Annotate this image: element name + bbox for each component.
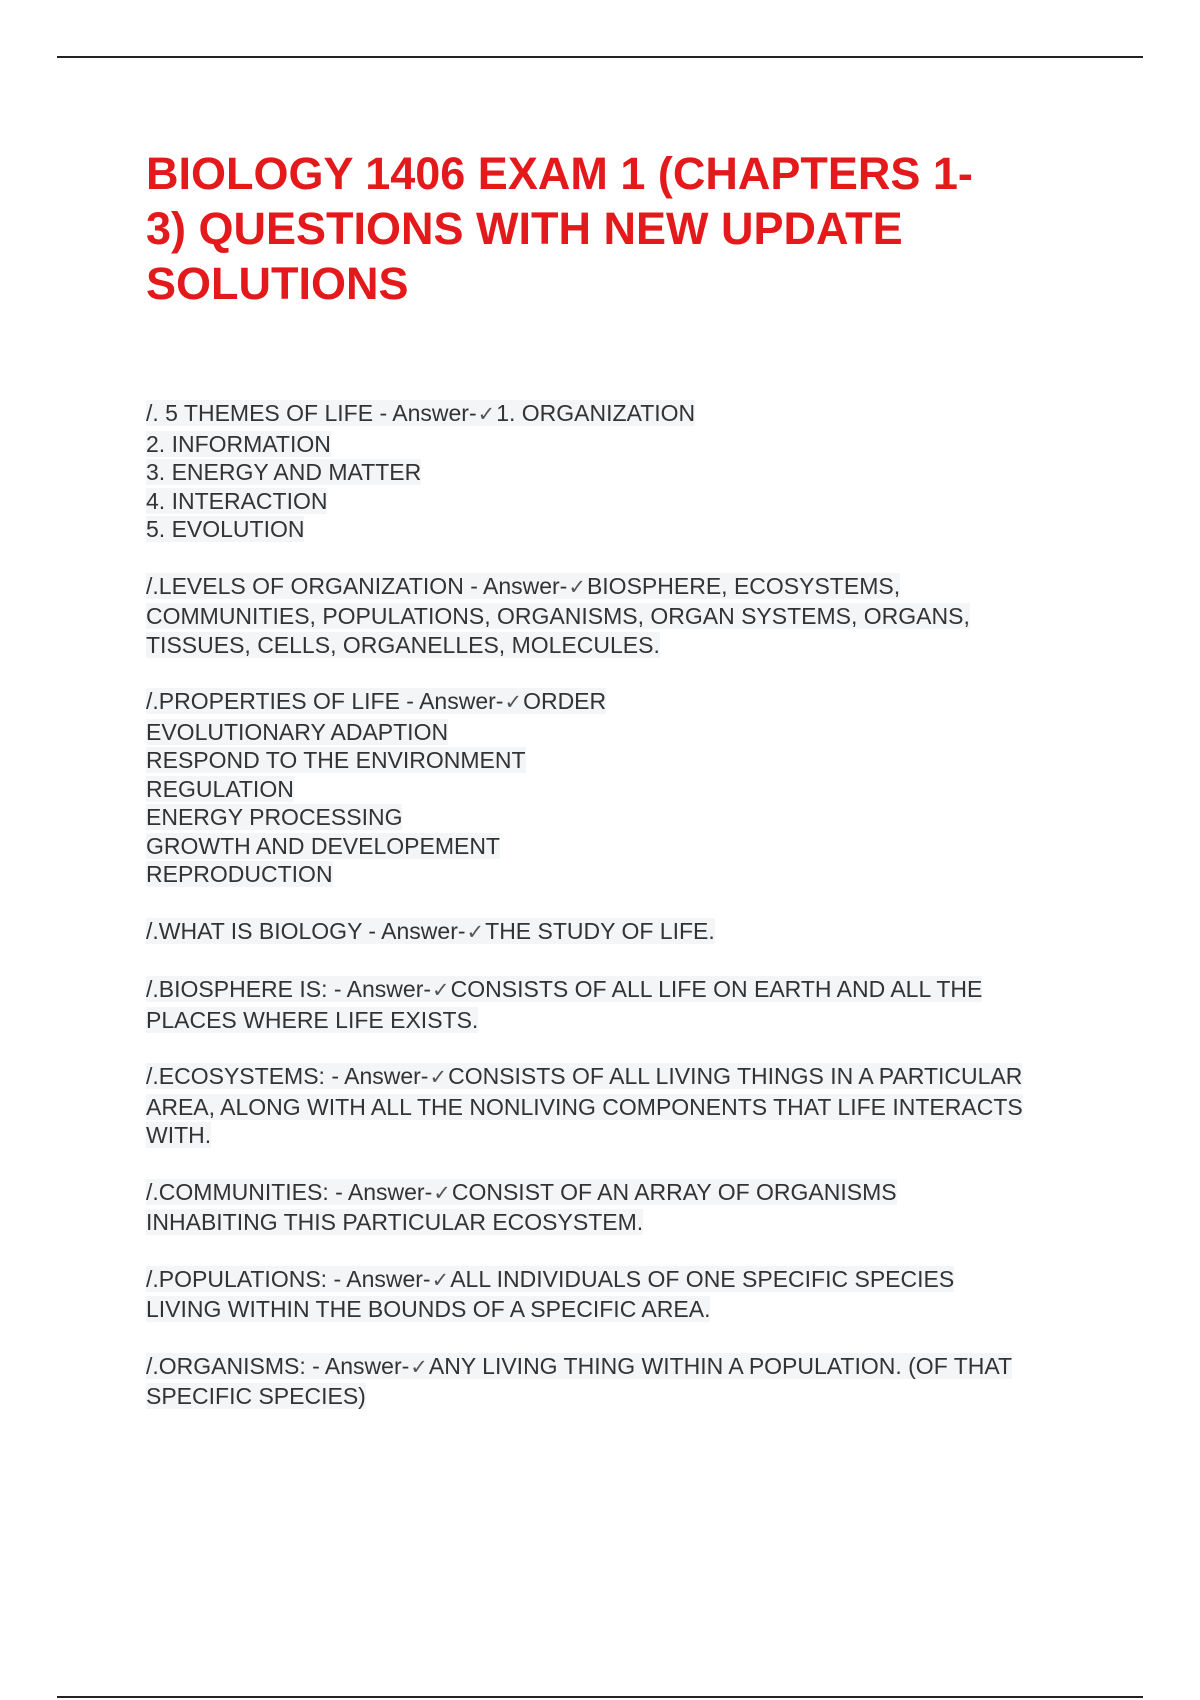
qa-entry bbox=[146, 1062, 1146, 1150]
answer-line-text: COMMUNITIES, POPULATIONS, ORGANISMS, ORGAN SYSTEMS, ORGANS, bbox=[146, 603, 970, 629]
answer-line bbox=[146, 631, 1146, 660]
answer-line-text: INHABITING THIS PARTICULAR ECOSYSTEM. bbox=[146, 1209, 644, 1235]
checkmark-icon: ✓ bbox=[410, 1355, 428, 1379]
answer-line bbox=[146, 602, 1146, 631]
checkmark-icon: ✓ bbox=[433, 1181, 451, 1205]
qa-first-line bbox=[146, 687, 1146, 718]
answer-line-text: 4. INTERACTION bbox=[146, 487, 328, 514]
answer-prefix: Answer- bbox=[346, 976, 432, 1002]
answer-line-text: 3. ENERGY AND MATTER bbox=[146, 459, 422, 485]
answer-line-text: AREA, ALONG WITH ALL THE NONLIVING COMPONENTS THAT LIFE INTERACTS bbox=[146, 1093, 1023, 1120]
title-line: 3) QUESTIONS WITH NEW UPDATE bbox=[146, 203, 903, 254]
answer-line bbox=[146, 718, 1146, 747]
answer-line bbox=[146, 1382, 1146, 1411]
checkmark-icon: ✓ bbox=[477, 403, 496, 426]
answer-line-text: REPRODUCTION bbox=[146, 861, 333, 887]
qa-highlight bbox=[146, 400, 695, 426]
answer-line-text: TISSUES, CELLS, ORGANELLES, MOLECULES. bbox=[146, 631, 660, 658]
qa-first-line bbox=[146, 1062, 1146, 1093]
question-text: /.ORGANISMS: - bbox=[146, 1352, 325, 1379]
answer-line-text: RESPOND TO THE ENVIRONMENT bbox=[146, 747, 526, 773]
answer-line bbox=[146, 487, 1146, 516]
answer-text: ALL INDIVIDUALS OF ONE SPECIFIC SPECIES bbox=[450, 1265, 955, 1292]
qa-first-line bbox=[146, 1178, 1146, 1209]
qa-entry bbox=[146, 975, 1146, 1034]
qa-entry bbox=[146, 687, 1146, 889]
answer-text: BIOSPHERE, ECOSYSTEMS, bbox=[586, 572, 901, 599]
answer-line bbox=[146, 430, 1146, 459]
qa-highlight bbox=[146, 1353, 1012, 1379]
qa-first-line bbox=[146, 917, 1146, 948]
answer-line bbox=[146, 860, 1146, 889]
qa-first-line bbox=[146, 1352, 1146, 1383]
answer-line-text: EVOLUTIONARY ADAPTION bbox=[146, 718, 449, 745]
qa-first-line bbox=[146, 975, 1146, 1006]
answer-text: CONSIST OF AN ARRAY OF ORGANISMS bbox=[451, 1178, 897, 1205]
answer-line-text: ENERGY PROCESSING bbox=[146, 804, 403, 830]
checkmark-icon: ✓ bbox=[466, 920, 485, 944]
answer-line bbox=[146, 1208, 1146, 1237]
title-line: BIOLOGY 1406 EXAM 1 (CHAPTERS 1- bbox=[146, 148, 973, 199]
answer-text: THE STUDY OF LIFE. bbox=[485, 917, 715, 944]
answer-line bbox=[146, 1121, 1146, 1150]
qa-highlight bbox=[146, 918, 715, 944]
answer-line bbox=[146, 458, 1146, 487]
answer-line-text: SPECIFIC SPECIES) bbox=[146, 1383, 366, 1409]
qa-list bbox=[146, 399, 1146, 1439]
answer-line bbox=[146, 746, 1146, 775]
header-rule bbox=[57, 56, 1143, 58]
answer-prefix: Answer- bbox=[392, 400, 477, 426]
answer-prefix: Answer- bbox=[381, 917, 466, 944]
question-text: /.PROPERTIES OF LIFE - bbox=[146, 688, 420, 714]
qa-entry bbox=[146, 399, 1146, 544]
qa-first-line bbox=[146, 399, 1146, 430]
answer-line-text: LIVING WITHIN THE BOUNDS OF A SPECIFIC AREA. bbox=[146, 1296, 711, 1322]
answer-line-text: WITH. bbox=[146, 1122, 212, 1148]
qa-entry bbox=[146, 572, 1146, 660]
qa-highlight bbox=[146, 1266, 954, 1292]
answer-line-text: PLACES WHERE LIFE EXISTS. bbox=[146, 1006, 479, 1033]
answer-text: CONSISTS OF ALL LIVING THINGS IN A PARTICULAR bbox=[448, 1063, 1023, 1089]
question-text: /.LEVELS OF ORGANIZATION - bbox=[146, 572, 483, 599]
answer-line bbox=[146, 515, 1146, 544]
title-line: SOLUTIONS bbox=[146, 258, 409, 309]
answer-line-text: 2. INFORMATION bbox=[146, 430, 331, 457]
qa-highlight bbox=[146, 1063, 1022, 1089]
answer-prefix: Answer- bbox=[347, 1178, 433, 1205]
question-text: /.POPULATIONS: - bbox=[146, 1265, 347, 1292]
answer-prefix: Answer- bbox=[324, 1352, 410, 1379]
answer-line bbox=[146, 803, 1146, 832]
answer-text: ORDER bbox=[523, 688, 607, 714]
answer-prefix: Answer- bbox=[419, 688, 504, 714]
question-text: /.ECOSYSTEMS: - bbox=[146, 1063, 345, 1089]
answer-line-text: REGULATION bbox=[146, 775, 294, 802]
qa-entry bbox=[146, 917, 1146, 948]
checkmark-icon: ✓ bbox=[431, 1268, 450, 1292]
answer-prefix: Answer- bbox=[344, 1063, 429, 1089]
checkmark-icon: ✓ bbox=[504, 691, 523, 714]
qa-first-line bbox=[146, 1265, 1146, 1296]
answer-prefix: Answer- bbox=[346, 1265, 431, 1292]
qa-highlight bbox=[146, 688, 606, 714]
qa-entry bbox=[146, 1265, 1146, 1324]
document-title bbox=[146, 146, 1076, 311]
answer-text: CONSISTS OF ALL LIFE ON EARTH AND ALL THE bbox=[450, 976, 983, 1002]
footer-rule bbox=[57, 1696, 1143, 1698]
question-text: /.WHAT IS BIOLOGY - bbox=[146, 917, 382, 944]
answer-line bbox=[146, 1093, 1146, 1122]
answer-line bbox=[146, 1295, 1146, 1324]
checkmark-icon: ✓ bbox=[568, 575, 586, 599]
answer-line bbox=[146, 832, 1146, 861]
qa-entry bbox=[146, 1178, 1146, 1237]
answer-prefix: Answer- bbox=[482, 572, 568, 599]
qa-highlight bbox=[146, 976, 982, 1002]
answer-line bbox=[146, 1006, 1146, 1035]
qa-highlight bbox=[146, 573, 900, 599]
answer-line-text: 5. EVOLUTION bbox=[146, 516, 305, 542]
checkmark-icon: ✓ bbox=[429, 1066, 448, 1089]
question-text: /.BIOSPHERE IS: - bbox=[146, 976, 347, 1002]
answer-text: 1. ORGANIZATION bbox=[496, 400, 696, 426]
checkmark-icon: ✓ bbox=[432, 979, 450, 1002]
qa-first-line bbox=[146, 572, 1146, 603]
answer-line bbox=[146, 775, 1146, 804]
answer-line-text: GROWTH AND DEVELOPEMENT bbox=[146, 832, 500, 859]
qa-highlight bbox=[146, 1179, 897, 1205]
answer-text: ANY LIVING THING WITHIN A POPULATION. (OF THAT bbox=[428, 1352, 1013, 1379]
question-text: /.COMMUNITIES: - bbox=[146, 1178, 348, 1205]
question-text: /. 5 THEMES OF LIFE - bbox=[146, 400, 393, 426]
qa-entry bbox=[146, 1352, 1146, 1411]
